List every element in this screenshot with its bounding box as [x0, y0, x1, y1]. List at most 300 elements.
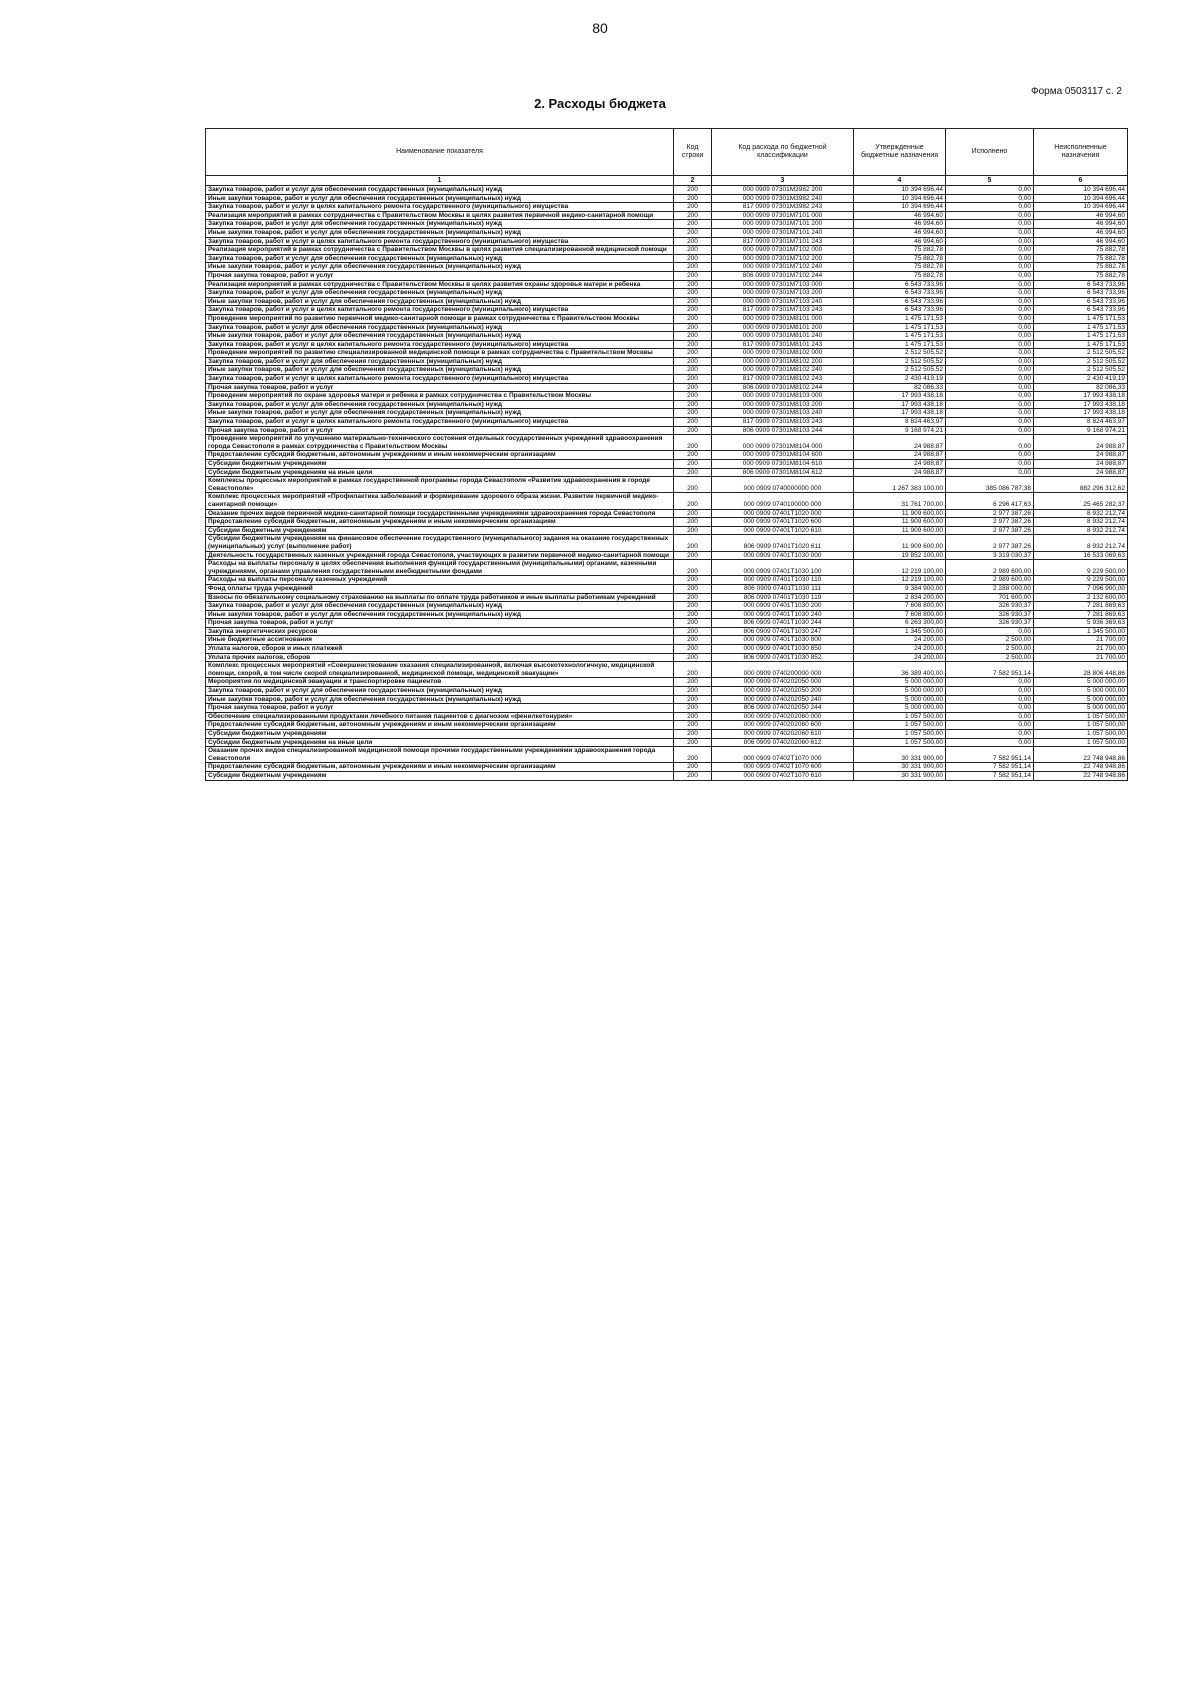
- row-approved-cell: 17 993 438,18: [854, 392, 946, 401]
- row-name-cell: Расходы на выплаты персоналу казенных учреждений: [206, 576, 674, 585]
- table-row: [206, 738, 1128, 747]
- row-approved-cell: 5 000 000,00: [854, 687, 946, 696]
- table-row: [206, 280, 1128, 289]
- row-remaining-cell: 2 512 505,52: [1034, 366, 1128, 375]
- table-row: [206, 468, 1128, 477]
- row-line-code-cell: 200: [674, 237, 712, 246]
- row-budget-code-cell: 000 0909 07301M8103 200: [712, 400, 854, 409]
- row-name-cell: Закупка товаров, работ и услуг для обеспечения государственных (муниципальных) нужд: [206, 400, 674, 409]
- row-approved-cell: 7 608 800,00: [854, 602, 946, 611]
- row-budget-code-cell: 000 0909 07301M8104 600: [712, 451, 854, 460]
- row-executed-cell: 385 086 787,38: [946, 477, 1034, 493]
- row-executed-cell: 0,00: [946, 400, 1034, 409]
- row-budget-code-cell: 000 0909 07301M7102 200: [712, 254, 854, 263]
- row-remaining-cell: 1 057 500,00: [1034, 721, 1128, 730]
- row-name-cell: Взносы по обязательному социальному страхованию на выплаты по оплате труда работников и иные выплаты работникам учреждений: [206, 593, 674, 602]
- row-executed-cell: 0,00: [946, 366, 1034, 375]
- row-executed-cell: 0,00: [946, 349, 1034, 358]
- row-approved-cell: 6 543 733,96: [854, 297, 946, 306]
- table-row: [206, 747, 1128, 763]
- row-line-code-cell: 200: [674, 712, 712, 721]
- row-line-code-cell: 200: [674, 619, 712, 628]
- row-remaining-cell: 8 824 463,97: [1034, 418, 1128, 427]
- row-remaining-cell: 8 932 212,74: [1034, 535, 1128, 551]
- row-name-cell: Предоставление субсидий бюджетным, автономным учреждениям и иным некоммерческим организациям: [206, 763, 674, 772]
- row-name-cell: Субсидии бюджетным учреждениям на иные цели: [206, 738, 674, 747]
- row-approved-cell: 11 909 600,00: [854, 526, 946, 535]
- row-budget-code-cell: 000 0909 07401T1030 100: [712, 560, 854, 576]
- row-name-cell: Проведение мероприятий по улучшению материально-технического состояния отдельных государственных учреждений здравоохранения города Севастополя в рамках сотрудничества с Правительством Москвы: [206, 435, 674, 451]
- row-name-cell: Закупка товаров, работ и услуг в целях капитального ремонта государственного (муниципального) имущества: [206, 418, 674, 427]
- row-budget-code-cell: 817 0909 07301M8103 243: [712, 418, 854, 427]
- row-line-code-cell: 200: [674, 509, 712, 518]
- row-executed-cell: 0,00: [946, 306, 1034, 315]
- table-row: [206, 721, 1128, 730]
- row-budget-code-cell: 000 0909 07301M7101 200: [712, 220, 854, 229]
- row-executed-cell: 2 977 387,26: [946, 518, 1034, 527]
- row-budget-code-cell: 806 0909 0740202050 244: [712, 704, 854, 713]
- row-remaining-cell: 1 057 500,00: [1034, 738, 1128, 747]
- row-name-cell: Прочая закупка товаров, работ и услуг: [206, 271, 674, 280]
- row-name-cell: Субсидии бюджетным учреждениям: [206, 771, 674, 780]
- table-row: [206, 211, 1128, 220]
- row-executed-cell: 7 582 951,14: [946, 771, 1034, 780]
- row-budget-code-cell: 817 0909 07301M7103 243: [712, 306, 854, 315]
- table-row: [206, 771, 1128, 780]
- row-executed-cell: 0,00: [946, 383, 1034, 392]
- row-line-code-cell: 200: [674, 400, 712, 409]
- row-approved-cell: 24 200,00: [854, 653, 946, 662]
- row-remaining-cell: 5 000 000,00: [1034, 687, 1128, 696]
- row-approved-cell: 7 608 800,00: [854, 610, 946, 619]
- row-remaining-cell: 6 543 733,96: [1034, 297, 1128, 306]
- row-approved-cell: 1 057 500,00: [854, 738, 946, 747]
- row-budget-code-cell: 000 0909 07401T1030 110: [712, 576, 854, 585]
- row-executed-cell: 0,00: [946, 297, 1034, 306]
- column-header-budget-code: Код расхода по бюджетной классификации: [712, 129, 854, 176]
- row-name-cell: Иные закупки товаров, работ и услуг для обеспечения государственных (муниципальных) нужд: [206, 194, 674, 203]
- row-executed-cell: 0,00: [946, 246, 1034, 255]
- row-executed-cell: 0,00: [946, 314, 1034, 323]
- table-row: [206, 695, 1128, 704]
- row-approved-cell: 2 430 419,19: [854, 375, 946, 384]
- row-approved-cell: 75 882,78: [854, 263, 946, 272]
- row-name-cell: Иные закупки товаров, работ и услуг для обеспечения государственных (муниципальных) нужд: [206, 332, 674, 341]
- row-name-cell: Уплата налогов, сборов и иных платежей: [206, 645, 674, 654]
- row-approved-cell: 2 834 200,00: [854, 593, 946, 602]
- row-name-cell: Закупка товаров, работ и услуг в целях капитального ремонта государственного (муниципального) имущества: [206, 306, 674, 315]
- row-line-code-cell: 200: [674, 289, 712, 298]
- row-budget-code-cell: 000 0909 07301M7101 240: [712, 228, 854, 237]
- row-budget-code-cell: 000 0909 0740202060 610: [712, 730, 854, 739]
- row-name-cell: Проведение мероприятий по охране здоровья матери и ребенка в рамках сотрудничества с Правительством Москвы: [206, 392, 674, 401]
- row-approved-cell: 17 993 438,18: [854, 400, 946, 409]
- row-executed-cell: 3 319 030,37: [946, 551, 1034, 560]
- row-approved-cell: 5 000 000,00: [854, 678, 946, 687]
- row-budget-code-cell: 806 0909 07401T1030 247: [712, 627, 854, 636]
- row-name-cell: Реализация мероприятий в рамках сотрудничества с Правительством Москвы в целях развития первичной медико-санитарной помощи: [206, 211, 674, 220]
- table-row: [206, 186, 1128, 195]
- row-budget-code-cell: 000 0909 07401T1020 600: [712, 518, 854, 527]
- row-executed-cell: 0,00: [946, 237, 1034, 246]
- row-line-code-cell: 200: [674, 357, 712, 366]
- row-approved-cell: 24 988,87: [854, 468, 946, 477]
- row-approved-cell: 10 394 696,44: [854, 203, 946, 212]
- row-line-code-cell: 200: [674, 426, 712, 435]
- row-remaining-cell: 10 394 696,44: [1034, 203, 1128, 212]
- row-line-code-cell: 200: [674, 645, 712, 654]
- row-line-code-cell: 200: [674, 551, 712, 560]
- row-executed-cell: 7 582 951,14: [946, 763, 1034, 772]
- row-approved-cell: 11 909 600,00: [854, 509, 946, 518]
- table-row: [206, 392, 1128, 401]
- row-budget-code-cell: 817 0909 07301M7101 243: [712, 237, 854, 246]
- table-row: [206, 593, 1128, 602]
- row-name-cell: Субсидии бюджетным учреждениям на иные цели: [206, 468, 674, 477]
- row-executed-cell: 0,00: [946, 254, 1034, 263]
- row-executed-cell: 0,00: [946, 280, 1034, 289]
- column-number: 2: [674, 176, 712, 186]
- row-budget-code-cell: 000 0909 07301M8102 240: [712, 366, 854, 375]
- row-line-code-cell: 200: [674, 254, 712, 263]
- row-line-code-cell: 200: [674, 526, 712, 535]
- row-remaining-cell: 1 057 500,00: [1034, 730, 1128, 739]
- row-name-cell: Закупка товаров, работ и услуг в целях капитального ремонта государственного (муниципального) имущества: [206, 203, 674, 212]
- row-budget-code-cell: 000 0909 0740202050 000: [712, 678, 854, 687]
- row-executed-cell: 0,00: [946, 712, 1034, 721]
- row-budget-code-cell: 000 0909 07401T1020 610: [712, 526, 854, 535]
- row-line-code-cell: 200: [674, 678, 712, 687]
- table-row: [206, 704, 1128, 713]
- table-row: [206, 237, 1128, 246]
- row-line-code-cell: 200: [674, 280, 712, 289]
- row-executed-cell: 0,00: [946, 332, 1034, 341]
- table-row: [206, 297, 1128, 306]
- row-budget-code-cell: 806 0909 07301M8103 244: [712, 426, 854, 435]
- row-budget-code-cell: 000 0909 07301M8104 610: [712, 460, 854, 469]
- row-remaining-cell: 21 700,00: [1034, 645, 1128, 654]
- row-executed-cell: 2 989 600,00: [946, 560, 1034, 576]
- row-line-code-cell: 200: [674, 477, 712, 493]
- table-row: [206, 451, 1128, 460]
- table-row: [206, 610, 1128, 619]
- row-budget-code-cell: 000 0909 07401T1030 850: [712, 645, 854, 654]
- row-executed-cell: 0,00: [946, 375, 1034, 384]
- table-row: [206, 493, 1128, 509]
- table-row: [206, 645, 1128, 654]
- table-row: [206, 289, 1128, 298]
- row-name-cell: Закупка товаров, работ и услуг для обеспечения государственных (муниципальных) нужд: [206, 602, 674, 611]
- row-budget-code-cell: 000 0909 07301M8101 240: [712, 332, 854, 341]
- table-row: [206, 357, 1128, 366]
- row-executed-cell: 0,00: [946, 194, 1034, 203]
- row-remaining-cell: 75 882,78: [1034, 271, 1128, 280]
- row-budget-code-cell: 000 0909 07401T1030 200: [712, 602, 854, 611]
- table-row: [206, 636, 1128, 645]
- row-budget-code-cell: 000 0909 07301M7101 000: [712, 211, 854, 220]
- row-remaining-cell: 1 057 500,00: [1034, 712, 1128, 721]
- row-line-code-cell: 200: [674, 627, 712, 636]
- row-line-code-cell: 200: [674, 602, 712, 611]
- row-approved-cell: 5 000 000,00: [854, 704, 946, 713]
- row-remaining-cell: 8 932 212,74: [1034, 526, 1128, 535]
- row-approved-cell: 1 057 500,00: [854, 712, 946, 721]
- row-name-cell: Прочая закупка товаров, работ и услуг: [206, 619, 674, 628]
- table-header: [206, 129, 1128, 186]
- row-name-cell: Иные закупки товаров, работ и услуг для обеспечения государственных (муниципальных) нужд: [206, 297, 674, 306]
- table-row: [206, 678, 1128, 687]
- row-approved-cell: 17 993 438,18: [854, 409, 946, 418]
- row-line-code-cell: 200: [674, 610, 712, 619]
- column-header-executed: Исполнено: [946, 129, 1034, 176]
- row-executed-cell: 0,00: [946, 627, 1034, 636]
- row-approved-cell: 6 263 300,00: [854, 619, 946, 628]
- row-name-cell: Субсидии бюджетным учреждениям: [206, 730, 674, 739]
- row-line-code-cell: 200: [674, 323, 712, 332]
- row-remaining-cell: 10 394 696,44: [1034, 186, 1128, 195]
- table-row: [206, 653, 1128, 662]
- row-remaining-cell: 1 475 171,53: [1034, 340, 1128, 349]
- row-budget-code-cell: 806 0909 07301M8102 244: [712, 383, 854, 392]
- row-line-code-cell: 200: [674, 435, 712, 451]
- row-line-code-cell: 200: [674, 383, 712, 392]
- table-row: [206, 602, 1128, 611]
- row-remaining-cell: 1 475 171,53: [1034, 314, 1128, 323]
- row-approved-cell: 75 882,78: [854, 254, 946, 263]
- row-line-code-cell: 200: [674, 314, 712, 323]
- table-row: [206, 687, 1128, 696]
- row-budget-code-cell: 000 0909 07301M8101 000: [712, 314, 854, 323]
- row-name-cell: Субсидии бюджетным учреждениям на финансовое обеспечение государственного (муниципального) задания на оказание государственных (муниципальных) услуг (выполнение работ): [206, 535, 674, 551]
- row-line-code-cell: 200: [674, 653, 712, 662]
- row-budget-code-cell: 000 0909 0740100000 000: [712, 493, 854, 509]
- row-line-code-cell: 200: [674, 409, 712, 418]
- row-remaining-cell: 1 475 171,53: [1034, 323, 1128, 332]
- row-executed-cell: 2 977 387,26: [946, 509, 1034, 518]
- row-budget-code-cell: 000 0909 07402T1070 610: [712, 771, 854, 780]
- row-remaining-cell: 24 988,87: [1034, 468, 1128, 477]
- column-number: 6: [1034, 176, 1128, 186]
- row-remaining-cell: 5 000 000,00: [1034, 678, 1128, 687]
- row-name-cell: Деятельность государственных казенных учреждений города Севастополя, участвующих в развитии первичной медико-санитарной помощи: [206, 551, 674, 560]
- row-remaining-cell: 1 475 171,53: [1034, 332, 1128, 341]
- row-name-cell: Прочая закупка товаров, работ и услуг: [206, 426, 674, 435]
- row-budget-code-cell: 000 0909 07301M7102 000: [712, 246, 854, 255]
- row-budget-code-cell: 000 0909 0740202050 200: [712, 687, 854, 696]
- row-budget-code-cell: 000 0909 07401T1030 800: [712, 636, 854, 645]
- row-name-cell: Иные закупки товаров, работ и услуг для обеспечения государственных (муниципальных) нужд: [206, 409, 674, 418]
- row-line-code-cell: 200: [674, 375, 712, 384]
- table-body: [206, 186, 1128, 781]
- row-executed-cell: 326 930,37: [946, 619, 1034, 628]
- row-budget-code-cell: 000 0909 07301M7103 200: [712, 289, 854, 298]
- row-remaining-cell: 882 296 312,62: [1034, 477, 1128, 493]
- row-budget-code-cell: 806 0909 07301M8104 612: [712, 468, 854, 477]
- row-budget-code-cell: 806 0909 07401T1030 111: [712, 584, 854, 593]
- row-line-code-cell: 200: [674, 535, 712, 551]
- row-approved-cell: 24 988,87: [854, 460, 946, 469]
- row-remaining-cell: 6 543 733,96: [1034, 306, 1128, 315]
- row-name-cell: Предоставление субсидий бюджетным, автономным учреждениям и иным некоммерческим организациям: [206, 721, 674, 730]
- row-line-code-cell: 200: [674, 349, 712, 358]
- row-approved-cell: 46 994,60: [854, 220, 946, 229]
- row-executed-cell: 0,00: [946, 323, 1034, 332]
- row-remaining-cell: 2 512 505,52: [1034, 349, 1128, 358]
- table-row: [206, 349, 1128, 358]
- table-row: [206, 460, 1128, 469]
- row-remaining-cell: 9 229 500,00: [1034, 576, 1128, 585]
- row-approved-cell: 46 994,60: [854, 211, 946, 220]
- row-remaining-cell: 7 096 900,00: [1034, 584, 1128, 593]
- row-name-cell: Закупка товаров, работ и услуг для обеспечения государственных (муниципальных) нужд: [206, 357, 674, 366]
- row-approved-cell: 30 331 900,00: [854, 747, 946, 763]
- row-budget-code-cell: 806 0909 0740202060 612: [712, 738, 854, 747]
- row-line-code-cell: 200: [674, 194, 712, 203]
- row-approved-cell: 5 000 000,00: [854, 695, 946, 704]
- table-row: [206, 400, 1128, 409]
- row-approved-cell: 6 543 733,96: [854, 289, 946, 298]
- row-approved-cell: 19 852 100,00: [854, 551, 946, 560]
- row-approved-cell: 9 384 900,00: [854, 584, 946, 593]
- row-approved-cell: 11 909 600,00: [854, 535, 946, 551]
- row-approved-cell: 24 200,00: [854, 636, 946, 645]
- row-approved-cell: 1 475 171,53: [854, 340, 946, 349]
- table-row: [206, 306, 1128, 315]
- row-name-cell: Закупка товаров, работ и услуг в целях капитального ремонта государственного (муниципального) имущества: [206, 237, 674, 246]
- row-approved-cell: 10 394 696,44: [854, 194, 946, 203]
- row-remaining-cell: 22 748 948,86: [1034, 747, 1128, 763]
- row-line-code-cell: 200: [674, 763, 712, 772]
- row-line-code-cell: 200: [674, 263, 712, 272]
- row-remaining-cell: 21 700,00: [1034, 653, 1128, 662]
- row-approved-cell: 2 512 505,52: [854, 366, 946, 375]
- table-row: [206, 263, 1128, 272]
- table-row: [206, 254, 1128, 263]
- row-executed-cell: 0,00: [946, 228, 1034, 237]
- row-remaining-cell: 8 932 212,74: [1034, 509, 1128, 518]
- row-line-code-cell: 200: [674, 203, 712, 212]
- row-budget-code-cell: 000 0909 0740202060 600: [712, 721, 854, 730]
- row-name-cell: Закупка товаров, работ и услуг для обеспечения государственных (муниципальных) нужд: [206, 323, 674, 332]
- row-name-cell: Проведение мероприятий по развитию первичной медико-санитарной помощи в рамках сотрудничества с Правительством Москвы: [206, 314, 674, 323]
- row-line-code-cell: 200: [674, 518, 712, 527]
- row-line-code-cell: 200: [674, 451, 712, 460]
- row-budget-code-cell: 817 0909 07301M8101 243: [712, 340, 854, 349]
- column-header-approved: Утвержденные бюджетные назначения: [854, 129, 946, 176]
- row-name-cell: Иные закупки товаров, работ и услуг для обеспечения государственных (муниципальных) нужд: [206, 228, 674, 237]
- column-number: 3: [712, 176, 854, 186]
- row-approved-cell: 8 824 463,97: [854, 418, 946, 427]
- table-row: [206, 763, 1128, 772]
- row-remaining-cell: 17 993 438,18: [1034, 409, 1128, 418]
- row-line-code-cell: 200: [674, 366, 712, 375]
- table-row: [206, 627, 1128, 636]
- row-budget-code-cell: 806 0909 07401T1030 852: [712, 653, 854, 662]
- row-remaining-cell: 24 988,87: [1034, 435, 1128, 451]
- row-remaining-cell: 46 994,60: [1034, 228, 1128, 237]
- row-executed-cell: 326 930,37: [946, 610, 1034, 619]
- table-row: [206, 314, 1128, 323]
- row-name-cell: Закупка товаров, работ и услуг для обеспечения государственных (муниципальных) нужд: [206, 186, 674, 195]
- row-executed-cell: 0,00: [946, 678, 1034, 687]
- table-row: [206, 435, 1128, 451]
- row-executed-cell: 0,00: [946, 263, 1034, 272]
- row-approved-cell: 30 331 900,00: [854, 771, 946, 780]
- row-remaining-cell: 21 700,00: [1034, 636, 1128, 645]
- row-budget-code-cell: 000 0909 0740200000 000: [712, 662, 854, 678]
- row-line-code-cell: 200: [674, 730, 712, 739]
- row-name-cell: Фонд оплаты труда учреждений: [206, 584, 674, 593]
- row-line-code-cell: 200: [674, 721, 712, 730]
- row-approved-cell: 1 345 500,00: [854, 627, 946, 636]
- row-name-cell: Субсидии бюджетным учреждениям: [206, 526, 674, 535]
- row-budget-code-cell: 000 0909 07301M3982 200: [712, 186, 854, 195]
- row-name-cell: Прочая закупка товаров, работ и услуг: [206, 383, 674, 392]
- row-remaining-cell: 17 993 438,18: [1034, 392, 1128, 401]
- row-name-cell: Оказание прочих видов первичной медико-санитарной помощи государственными учреждениями здравоохранения города Севастополя: [206, 509, 674, 518]
- row-approved-cell: 1 475 171,53: [854, 323, 946, 332]
- row-budget-code-cell: 000 0909 07401T1030 000: [712, 551, 854, 560]
- table-row: [206, 551, 1128, 560]
- row-executed-cell: 0,00: [946, 426, 1034, 435]
- row-line-code-cell: 200: [674, 228, 712, 237]
- row-approved-cell: 31 761 700,00: [854, 493, 946, 509]
- row-executed-cell: 2 500,00: [946, 653, 1034, 662]
- row-line-code-cell: 200: [674, 306, 712, 315]
- row-budget-code-cell: 000 0909 07301M7103 000: [712, 280, 854, 289]
- row-line-code-cell: 200: [674, 468, 712, 477]
- table-row: [206, 535, 1128, 551]
- row-line-code-cell: 200: [674, 593, 712, 602]
- row-executed-cell: 0,00: [946, 271, 1034, 280]
- row-name-cell: Субсидии бюджетным учреждениям: [206, 460, 674, 469]
- column-number: 1: [206, 176, 674, 186]
- row-executed-cell: 0,00: [946, 186, 1034, 195]
- table-row: [206, 509, 1128, 518]
- row-budget-code-cell: 000 0909 07301M7103 240: [712, 297, 854, 306]
- row-name-cell: Расходы на выплаты персоналу в целях обеспечения выполнения функций государственными (муниципальными) органами, казенными учреждениями, органами управления государственными внебюджетными фондами: [206, 560, 674, 576]
- row-line-code-cell: 200: [674, 418, 712, 427]
- row-budget-code-cell: 000 0909 07301M3982 240: [712, 194, 854, 203]
- table-row: [206, 323, 1128, 332]
- row-remaining-cell: 24 988,87: [1034, 460, 1128, 469]
- table-row: [206, 418, 1128, 427]
- row-name-cell: Обеспечение специализированными продуктами лечебного питания пациентов с диагнозом «фенилкетонурия»: [206, 712, 674, 721]
- row-budget-code-cell: 817 0909 07301M3982 243: [712, 203, 854, 212]
- row-remaining-cell: 75 882,78: [1034, 263, 1128, 272]
- row-remaining-cell: 2 512 505,52: [1034, 357, 1128, 366]
- row-approved-cell: 1 475 171,53: [854, 314, 946, 323]
- row-name-cell: Проведение мероприятий по развитию специализированной медицинской помощи в рамках сотрудничества с Правительством Москвы: [206, 349, 674, 358]
- row-executed-cell: 701 600,00: [946, 593, 1034, 602]
- row-name-cell: Реализация мероприятий в рамках сотрудничества с Правительством Москвы в целях развития специализированной медицинской помощи: [206, 246, 674, 255]
- row-approved-cell: 9 168 974,21: [854, 426, 946, 435]
- table-row: [206, 619, 1128, 628]
- row-line-code-cell: 200: [674, 662, 712, 678]
- row-line-code-cell: 200: [674, 695, 712, 704]
- column-header-remaining: Неисполненные назначения: [1034, 129, 1128, 176]
- row-remaining-cell: 6 543 733,96: [1034, 280, 1128, 289]
- row-line-code-cell: 200: [674, 576, 712, 585]
- row-remaining-cell: 5 936 369,63: [1034, 619, 1128, 628]
- row-budget-code-cell: 000 0909 07301M8102 200: [712, 357, 854, 366]
- row-line-code-cell: 200: [674, 560, 712, 576]
- row-name-cell: Закупка товаров, работ и услуг для обеспечения государственных (муниципальных) нужд: [206, 687, 674, 696]
- expenditure-table: [205, 128, 1128, 781]
- table-row: [206, 194, 1128, 203]
- row-line-code-cell: 200: [674, 687, 712, 696]
- row-name-cell: Иные закупки товаров, работ и услуг для обеспечения государственных (муниципальных) нужд: [206, 695, 674, 704]
